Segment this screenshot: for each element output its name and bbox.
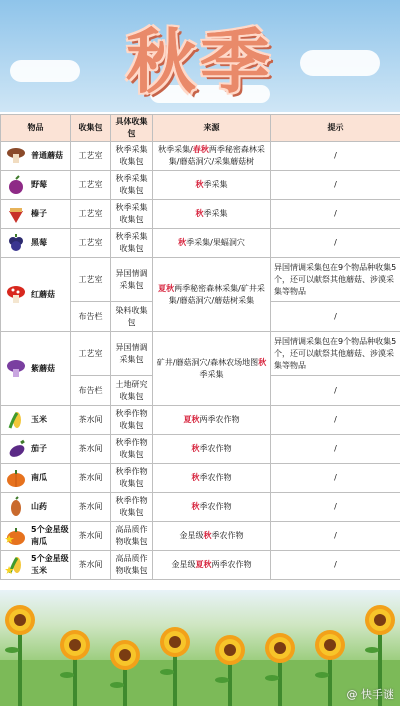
pack-cell: 茶水间 <box>71 493 111 522</box>
pumpkin-icon <box>5 467 27 489</box>
tip-cell: / <box>271 229 400 258</box>
bundle-cell: 异国情调采集包 <box>111 332 153 376</box>
header-pack: 收集包 <box>71 115 111 142</box>
source-text-part: 金星级 <box>179 531 204 540</box>
header-source: 来源 <box>153 115 271 142</box>
gold-corn-icon <box>5 554 27 576</box>
source-text-part: 夏秋 <box>158 283 175 293</box>
bundle-cell: 染料收集包 <box>111 302 153 332</box>
table-row <box>1 464 400 493</box>
bundle-cell: 土地研究收集包 <box>111 376 153 406</box>
table-row <box>1 142 400 171</box>
table-row <box>1 229 400 258</box>
tip-cell: / <box>271 522 400 551</box>
source-text-part: 金星级 <box>171 560 196 569</box>
source-text-part: 季采集 <box>203 180 228 189</box>
item-name: 野莓 <box>31 180 47 189</box>
source-text-part: 秋季采集/ <box>158 145 193 154</box>
sunflower-field-art <box>0 590 400 706</box>
pack-cell: 茶水间 <box>71 406 111 435</box>
hazelnut-icon <box>5 203 27 225</box>
bundle-cell: 异国情调采集包 <box>111 258 153 302</box>
bundle-cell: 高品质作物收集包 <box>111 522 153 551</box>
pack-cell: 茶水间 <box>71 464 111 493</box>
mushroom-icon <box>5 145 27 167</box>
source-cell <box>153 493 271 522</box>
item-cell <box>1 435 71 464</box>
item-cell <box>1 332 71 406</box>
bundle-cell: 秋季作物收集包 <box>111 464 153 493</box>
plum-icon <box>5 174 27 196</box>
tip-cell: / <box>271 171 400 200</box>
source-cell <box>153 435 271 464</box>
table-row <box>1 200 400 229</box>
table-row <box>1 522 400 551</box>
source-text-part: 两季农作物 <box>211 560 252 569</box>
item-name: 5个金星级南瓜 <box>31 525 69 546</box>
source-text-part: 秋 <box>195 209 204 218</box>
source-cell <box>153 171 271 200</box>
item-cell <box>1 406 71 435</box>
header-bundle: 具体收集包 <box>111 115 153 142</box>
pack-cell: 茶水间 <box>71 435 111 464</box>
source-cell <box>153 229 271 258</box>
table-row <box>1 435 400 464</box>
tip-cell: / <box>271 302 400 332</box>
gold-pumpkin-icon <box>5 525 27 547</box>
item-cell <box>1 258 71 332</box>
table-row <box>1 406 400 435</box>
table-row <box>1 258 400 302</box>
tip-cell: / <box>271 493 400 522</box>
header-item: 物品 <box>1 115 71 142</box>
bundle-cell: 高品质作物收集包 <box>111 551 153 580</box>
pack-cell: 工艺室 <box>71 332 111 376</box>
source-text-part: 秋 <box>203 531 212 540</box>
bundle-cell: 秋季采集收集包 <box>111 171 153 200</box>
source-cell <box>153 406 271 435</box>
source-cell <box>153 258 271 332</box>
item-cell <box>1 142 71 171</box>
source-text-part: 矿井/蘑菇洞穴/森林农场地图 <box>156 357 259 367</box>
pack-cell: 布告栏 <box>71 302 111 332</box>
bundle-cell: 秋季采集收集包 <box>111 200 153 229</box>
eggplant-icon <box>5 438 27 460</box>
source-cell <box>153 200 271 229</box>
item-cell <box>1 171 71 200</box>
tip-cell: / <box>271 376 400 406</box>
source-text-part: 秋 <box>191 502 200 511</box>
source-text-part: 秋 <box>258 357 267 367</box>
item-name: 黑莓 <box>31 238 47 247</box>
item-name: 茄子 <box>31 444 47 453</box>
collection-table-wrap <box>0 114 400 590</box>
table-header-row <box>1 115 400 142</box>
source-text-part: 季采集 <box>203 209 228 218</box>
table-body <box>1 142 400 580</box>
pack-cell: 工艺室 <box>71 200 111 229</box>
pack-cell: 工艺室 <box>71 258 111 302</box>
item-name: 紫蘑菇 <box>31 363 55 373</box>
source-text-part: 两季秘密森林采集/蘑菇洞穴/采集蘑菇树 <box>168 145 265 166</box>
corn-icon <box>5 409 27 431</box>
pack-cell: 茶水间 <box>71 522 111 551</box>
pack-cell: 工艺室 <box>71 142 111 171</box>
item-cell <box>1 229 71 258</box>
source-text-part: 季农作物 <box>199 473 232 482</box>
source-text-part: 夏秋 <box>195 560 212 569</box>
red-mushroom-icon <box>5 284 27 306</box>
item-cell <box>1 551 71 580</box>
source-text-part: 两季农作物 <box>199 415 240 424</box>
source-cell <box>153 142 271 171</box>
bundle-cell: 秋季作物收集包 <box>111 493 153 522</box>
tip-cell: 异国情调采集包在9个物品种收集5个，还可以献祭其他蘑菇、涉漠采集等物品 <box>271 258 400 302</box>
pack-cell: 工艺室 <box>71 229 111 258</box>
yam-icon <box>5 496 27 518</box>
source-cell <box>153 522 271 551</box>
sunflower-field-banner <box>0 590 400 706</box>
source-text-part: 季农作物 <box>199 444 232 453</box>
bundle-cell: 秋季采集收集包 <box>111 229 153 258</box>
source-text-part: 季采集/果蝠洞穴 <box>186 238 245 247</box>
source-cell <box>153 332 271 406</box>
bundle-cell: 秋季作物收集包 <box>111 435 153 464</box>
source-text-part: 季农作物 <box>211 531 244 540</box>
header-tip: 提示 <box>271 115 400 142</box>
collection-table <box>0 114 400 580</box>
tip-cell: / <box>271 435 400 464</box>
table-row <box>1 332 400 376</box>
source-cell <box>153 551 271 580</box>
tip-cell: / <box>271 200 400 229</box>
source-text-part: 秋 <box>191 473 200 482</box>
item-name: 南瓜 <box>31 473 47 482</box>
pack-cell: 茶水间 <box>71 551 111 580</box>
source-text-part: 秋 <box>191 444 200 453</box>
table-row <box>1 171 400 200</box>
item-name: 榛子 <box>31 209 47 218</box>
source-text-part: 季农作物 <box>199 502 232 511</box>
item-name: 5个金星级玉米 <box>31 554 69 575</box>
watermark: @ 快手谜 <box>346 688 394 701</box>
source-text-part: 季采集 <box>199 369 224 379</box>
source-text-part: 秋 <box>178 238 187 247</box>
source-text-part: 春秋 <box>192 145 209 154</box>
item-cell <box>1 464 71 493</box>
table-row <box>1 493 400 522</box>
item-name: 玉米 <box>31 415 47 424</box>
pack-cell: 工艺室 <box>71 171 111 200</box>
tip-cell: / <box>271 551 400 580</box>
page-title: 秋季 <box>126 20 274 103</box>
bundle-cell: 秋季作物收集包 <box>111 406 153 435</box>
bundle-cell: 秋季采集收集包 <box>111 142 153 171</box>
source-text-part: 秋 <box>195 180 204 189</box>
item-cell <box>1 522 71 551</box>
blackberry-icon <box>5 232 27 254</box>
item-name: 山药 <box>31 502 47 511</box>
tip-cell: / <box>271 142 400 171</box>
tip-cell: / <box>271 464 400 493</box>
tip-cell: / <box>271 406 400 435</box>
source-text-part: 夏秋 <box>183 415 200 424</box>
table-row <box>1 551 400 580</box>
item-name: 红蘑菇 <box>31 289 55 299</box>
tip-cell: 异国情调采集包在9个物品种收集5个，还可以献祭其他蘑菇、涉漠采集等物品 <box>271 332 400 376</box>
item-name: 普通蘑菇 <box>31 151 63 160</box>
purple-mushroom-icon <box>5 358 27 380</box>
source-cell <box>153 464 271 493</box>
item-cell <box>1 200 71 229</box>
item-cell <box>1 493 71 522</box>
pack-cell: 布告栏 <box>71 376 111 406</box>
source-text-part: 两季秘密森林采集/矿井采集/蘑菇洞穴/蘑菇树采集 <box>168 283 265 305</box>
